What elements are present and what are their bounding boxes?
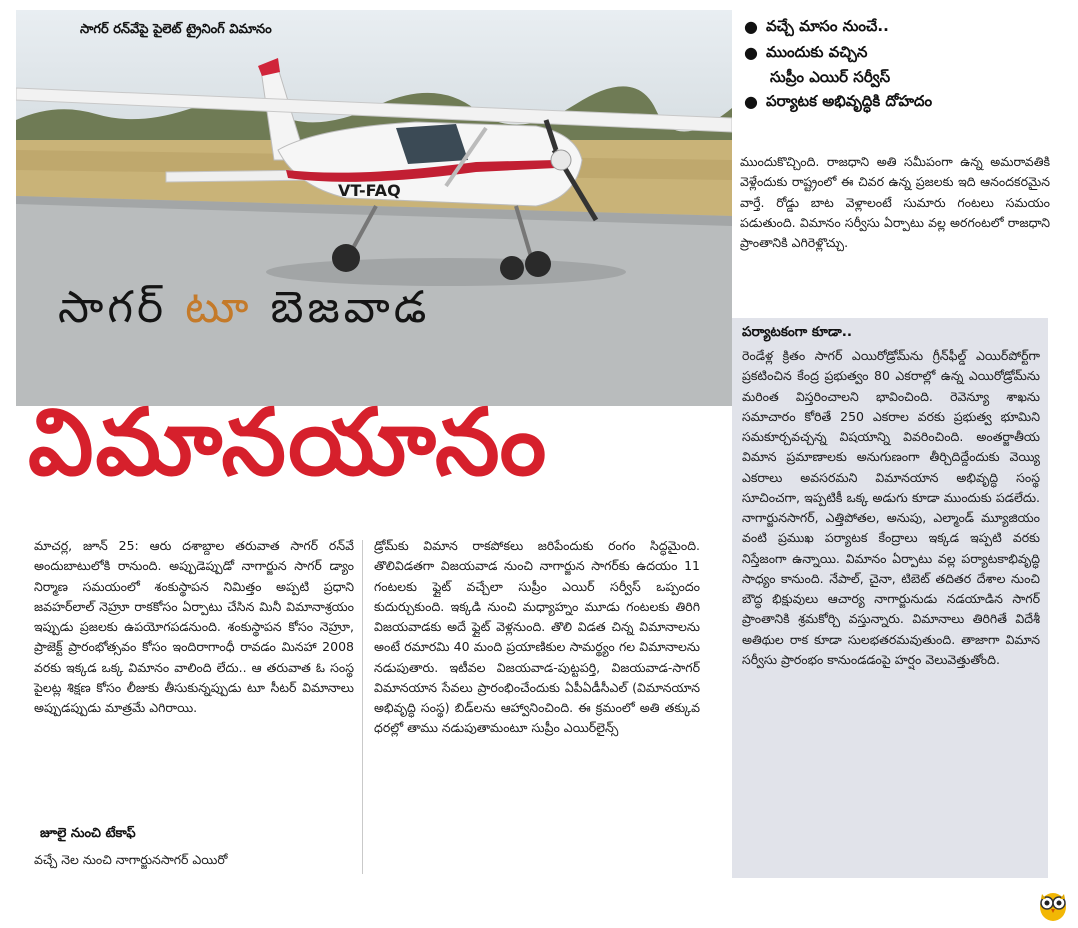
- right-column-text: ముందుకొచ్చింది. రాజధాని అతి సమీపంగా ఉన్న అమరావతికి వెళ్లేందుకు రాష్ట్రంలో ఈ చివర ఉన్న ప్రజలకు ఇది ఆనందకరమైన వార్తే. రోడ్డు బాట వెళ్లాలంటే సుమారు గంటలు సమయం పడుతుంది. విమానం సర్వీసు ఏర్పాటు వల్ల అరగంటలో రాజధాని ప్రాంతానికి ఎగిరెళ్లొచ్చు.: [740, 154, 1050, 250]
- headline-main: విమానయానం: [28, 389, 549, 496]
- bullet-icon: ●: [744, 42, 758, 62]
- article-column-1: మాచర్ల, జూన్ 25: ఆరు దశాబ్దాల తరువాత సాగర్ రన్‌వే అందుబాటులోకి రానుంది. అప్పుడెప్పుడో నాగార్జున సాగర్ డ్యాం నిర్మాణ సమయంలో శంకుస్థాపన నిమిత్తం అప్పటి ప్రధాని జవహర్‌లాల్ నెహ్రూ రాకకోసం ఏర్పాటు చేసిన మినీ విమానాశ్రయం ఇప్పుడు ప్రజలకు ఉపయోగపడనుంది. శంకుస్థాపన కోసం నెహ్రూ, ప్రాజెక్ట్ ప్రారంభోత్సవం కోసం ఇందిరాగాంధీ రావడం మినహా 2008 వరకు ఇక్కడ ఒక్క విమానం వాలింది లేదు.. ఆ తరువాత ఓ సంస్థ పైలట్ల శిక్షణ కోసం లీజుకు తీసుకున్నప్పుడు టూ సీటర్ విమానాలు అప్పుడప్పుడు మాత్రమే ఎగిరాయి.: [34, 538, 354, 715]
- bullet-icon: ●: [744, 92, 758, 112]
- aircraft-registration: VT-FAQ: [338, 181, 401, 200]
- owl-logo-icon: [1036, 888, 1070, 922]
- headline-route: [58, 282, 430, 344]
- column-divider: [362, 540, 363, 874]
- article-column-1-tail: వచ్చే నెల నుంచి నాగార్జునసాగర్ ఎయిరో: [34, 852, 228, 867]
- highlight-item: ● పర్యాటక అభివృద్ధికి దోహదం: [744, 89, 1068, 115]
- highlights-list: [744, 14, 1068, 115]
- article-subheading: జూలై నుంచి టేకాఫ్: [40, 826, 136, 841]
- sidebar-text: రెండేళ్ల క్రితం సాగర్ ఎయిరోడ్రోమ్‌ను గ్రీన్‌ఫీల్డ్ ఎయిర్‌పోర్ట్‌గా ప్రకటించిన కేంద్ర ప్రభుత్వం 80 ఎకరాల్లో ఉన్న ఎయిరోడ్రోమ్‌ను మరింత విస్తరించాలని భావించింది. రెవెన్యూ శాఖను సమాచారం కోరితే 250 ఎకరాల వరకు ప్రభుత్వ భూమిని సమకూర్చవచ్చన్న విషయాన్ని వివరించింది. అంతర్జాతీయ విమాన ప్రమాణాలకు అనుగుణంగా తీర్చిదిద్దేందుకు వెయ్యి ఎకరాలు అవసరమని విమానయాన అభివృద్ధి సంస్థ సూచించగా, ఇప్పటికీ ఒక్క అడుగు కూడా ముందుకు పడలేదు. నాగార్జునసాగర్, ఎత్తిపోతల, అనుపు, ఎల్మాండ్ మ్యూజియం వంటి ప్రముఖ పర్యాటక కేంద్రాలు ఇక్కడ ఇప్పటి వరకు నిస్తేజంగా ఉన్నాయి. విమానం ఏర్పాటు వల్ల పర్యాటకాభివృద్ధి సాధ్యం కానుంది. నేపాల్, చైనా, టిబెట్ తదితర దేశాల నుంచి బౌద్ధ భిక్షువులు ఆచార్య నాగార్జునుడు నడయాడిన సాగర్ ప్రాంతానికి శ్రమకోర్చి వస్తున్నారు. విమానాలు తిరిగితే విదేశీ అతిథుల రాక కూడా సులభతరమవుతుంది. తాజాగా విమాన సర్వీసు ప్రారంభం కానుండడంపై హర్షం వెలువెత్తుతోంది.: [742, 348, 1040, 667]
- headline-part1: సాగర్: [58, 282, 168, 333]
- sidebar-title: పర్యాటకంగా కూడా..: [742, 324, 852, 340]
- aircraft-photo: [16, 10, 732, 406]
- headline-part2: బెజవాడ: [270, 282, 431, 333]
- photo-caption: సాగర్ రన్‌వేపై పైలెట్ ట్రైనింగ్ విమానం: [80, 22, 272, 37]
- highlight-item: ● వచ్చే మాసం నుంచే..: [744, 14, 1068, 40]
- bullet-icon: ●: [744, 17, 758, 36]
- highlight-item: ● ముందుకు వచ్చిన: [744, 40, 1068, 66]
- headline-accent: టూ: [185, 282, 253, 333]
- aircraft-illustration: [16, 10, 732, 406]
- highlight-item: సుప్రీం ఎయిర్ సర్వీస్: [770, 68, 891, 87]
- article-column-2: డ్రోమ్‌కు విమాన రాకపోకలు జరిపేందుకు రంగం సిద్ధమైంది. తొలివిడతగా విజయవాడ నుంచి నాగార్జున సాగర్‌కు ఉదయం 11 గంటలకు ఫ్లైట్ వచ్చేలా సుప్రీం ఎయిర్ సర్వీస్ ఒప్పందం కుదుర్చుకుంది. ఇక్కడి నుంచి మధ్యాహ్నం మూడు గంటలకు తిరిగి విజయవాడకు అదే ఫ్లైట్ వెళ్లనుంది. తొలి విడత చిన్న విమానాలను అంటే రమారమి 40 మంది ప్రయాణికుల సామర్థ్యం గల విమానాలను నడుపుతారు. ఇటీవల విజయవాడ-పుట్టపర్తి, విజయవాడ-సాగర్ విమానయాన సేవలు ప్రారంభించేందుకు ఏపీఏడీసీఎల్ (విమానయాన అభివృద్ధి సంస్థ) బిడ్‌లను ఆహ్వానించింది. ఈ క్రమంలో అతి తక్కువ ధరల్లో తాము నడుపుతామంటూ సుప్రీం ఎయిర్‌లైన్స్: [374, 538, 700, 736]
